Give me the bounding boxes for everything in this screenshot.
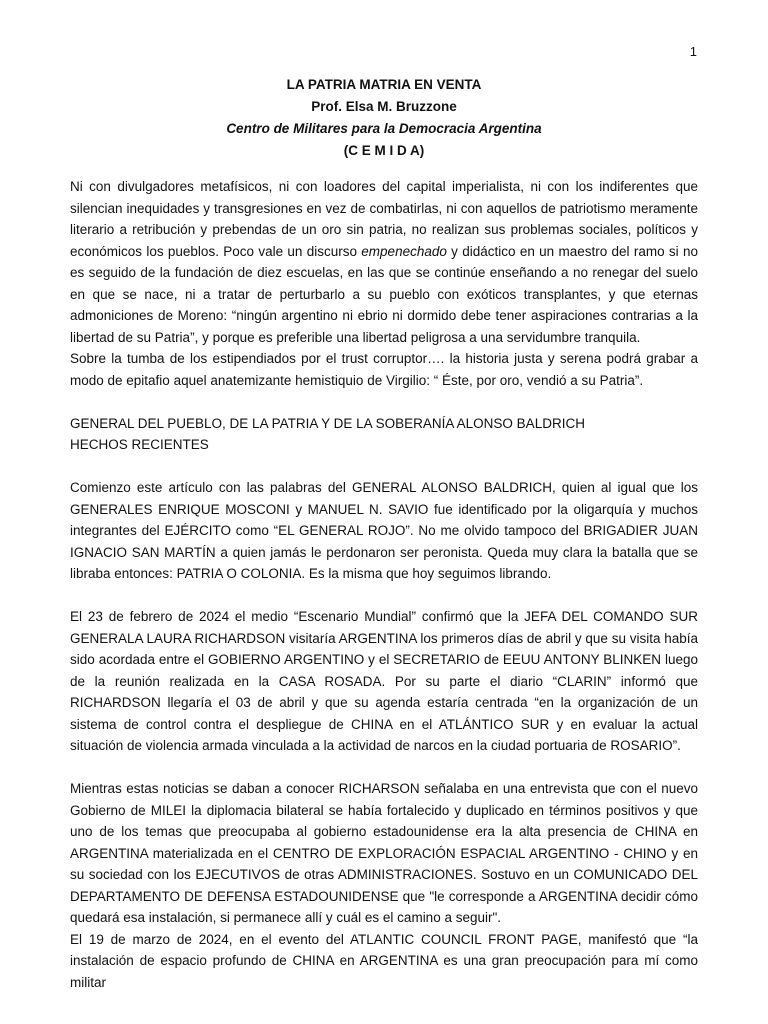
- document-title: LA PATRIA MATRIA EN VENTA: [286, 77, 482, 92]
- document-author: Prof. Elsa M. Bruzzone: [311, 99, 457, 114]
- section-subheading: HECHOS RECIENTES: [70, 437, 209, 452]
- document-header: [0, 74, 768, 162]
- paragraph-richardson-interview: Mientras estas noticias se daban a conocer RICHARSON señalaba en una entrevista que con el nuevo Gobierno de MILEI la diplomacia bilateral se había fortalecido y duplicado en términos positivos y que uno de los temas que preocupaba al gobierno estadounidense era la alta presencia de CHINA en ARGENTINA materializada en el CENTRO DE EXPLORACIÓN ESPACIAL ARGENTINO - CHINO y en su sociedad con los EJECUTIVOS de otras ADMINISTRACIONES. Sostuvo en un COMUNICADO DEL DEPARTAMENTO DE DEFENSA ESTADOUNIDENSE que "le corresponde a ARGENTINA decidir cómo quedará esa instalación, si permanece allí y cuál es el camino a seguir".: [70, 781, 698, 925]
- intro-text-part2: y didáctico en un maestro del ramo si no es seguido de la fundación de diez escuelas, en las que se continúe enseñando a no renegar del suelo en que se nace, ni a tratar de perturbarlo a su pueblo con exóticos transplantes, y que eternas admoniciones de Moreno: “ningún argentino ni ebrio ni dormido debe tener aspiraciones contrarias a la libertad de su Patria”, y porque es preferible una libertad peligrosa a una servidumbre tranquila.: [70, 243, 698, 345]
- intro-emphasis: empenechado: [361, 243, 447, 259]
- page-number: 1: [689, 44, 697, 59]
- document-acronym: (C E M I D A): [343, 143, 425, 158]
- document-organization: Centro de Militares para la Democracia Argentina: [226, 121, 542, 136]
- paragraph-atlantic-council: El 19 de marzo de 2024, en el evento del ATLANTIC COUNCIL FRONT PAGE, manifestó que “la instalación de espacio profundo de CHINA en ARGENTINA es una gran preocupación para mí como militar: [70, 931, 698, 990]
- intro-text-part1: Ni con divulgadores metafísicos, ni con loadores del capital imperialista, ni con los indiferentes que silencian inequidades y transgresiones en vez de combatirlas, ni con aquellos de patriotismo meramente literario a retribución y prebendas de un oro sin patria, no realizan sus problemas sociales, políticos y económicos los pueblos. Poco vale un discurso: [70, 179, 698, 259]
- epitaph-paragraph: Sobre la tumba de los estipendiados por el trust corruptor…. la historia justa y serena podrá grabar a modo de epitafio aquel anatemizante hemistiquio de Virgilio: “ Éste, por oro, vendió a su Patria”.: [70, 351, 698, 388]
- paragraph-richardson-visit: El 23 de febrero de 2024 el medio “Escenario Mundial” confirmó que la JEFA DEL COMANDO SUR GENERALA LAURA RICHARDSON visitaría ARGENTINA los primeros días de abril y que su visita había sido acordada entre el GOBIERNO ARGENTINO y el SECRETARIO de EEUU ANTONY BLINKEN luego de la reunión realizada en la CASA ROSADA. Por su parte el diario “CLARIN” informó que RICHARDSON llegaría el 03 de abril y que su agenda estaría centrada “en la organización de un sistema de control contra el despliegue de CHINA en el ATLÁNTICO SUR y en evaluar la actual situación de violencia armada vinculada a la actividad de narcos en la ciudad portuaria de ROSARIO”.: [70, 609, 698, 753]
- paragraph-baldrich: Comienzo este artículo con las palabras del GENERAL ALONSO BALDRICH, quien al igual que los GENERALES ENRIQUE MOSCONI y MANUEL N. SAVIO fue identificado por la oligarquía y muchos integrantes del EJÉRCITO como “EL GENERAL ROJO”. No me olvido tampoco del BRIGADIER JUAN IGNACIO SAN MARTÍN a quien jamás le perdonaron ser peronista. Queda muy clara la batalla que se libraba entonces: PATRIA O COLONIA. Es la misma que hoy seguimos librando.: [70, 480, 698, 581]
- document-body: [70, 176, 698, 993]
- intro-paragraph: [70, 176, 698, 348]
- section-heading: GENERAL DEL PUEBLO, DE LA PATRIA Y DE LA SOBERANÍA ALONSO BALDRICH: [70, 415, 585, 431]
